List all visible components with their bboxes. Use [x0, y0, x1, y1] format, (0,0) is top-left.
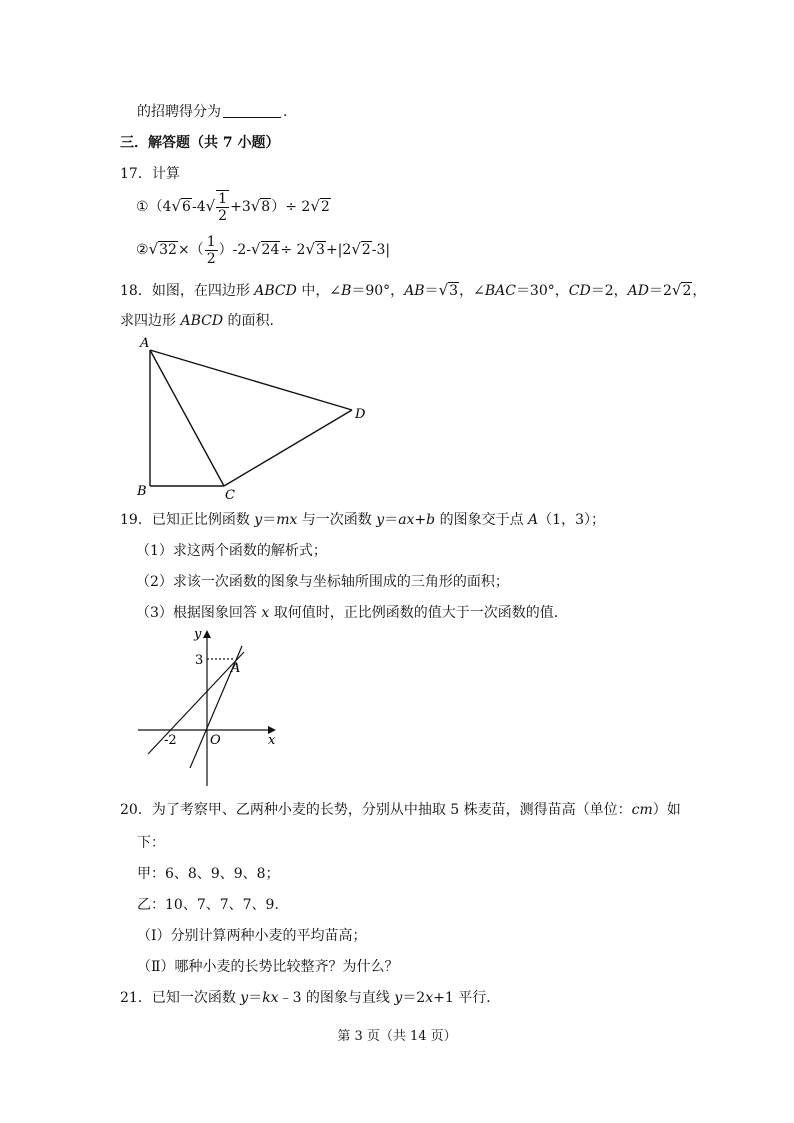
sqrt-8: √8	[250, 197, 271, 215]
fraction-half: $\frac{1}{2}$	[218, 191, 228, 224]
q20-line1: 20．为了考察甲、乙两种小麦的长势，分别从中抽取 5 株麦苗，测得苗高（单位：cm）如	[120, 802, 681, 818]
sqrt-6: √6	[171, 197, 191, 215]
quadrilateral-figure	[130, 332, 380, 504]
sqrt-2: √2	[310, 197, 330, 215]
diagonal-ac	[150, 350, 224, 486]
sqrt-3: √3	[305, 240, 325, 258]
sqrt-2b: √2	[351, 240, 371, 258]
q18-line2: 求四边形 ABCD 的面积．	[120, 313, 284, 329]
q19-line1: 19．已知正比例函数 y＝mx 与一次函数 y＝ax+b 的图象交于点 A（1，3）；	[120, 512, 605, 528]
y-axis-arrow	[203, 630, 211, 638]
axis-label-y: y	[194, 627, 202, 642]
q20-sub1: （Ⅰ）分别计算两种小麦的平均苗高；	[137, 928, 367, 944]
q17-part1: ①（4√6-4√ $\frac{1}{2}$ +3√8）÷ 2√2	[136, 188, 331, 224]
origin-label: O	[210, 733, 221, 748]
section-title: 三．解答题（共 7 小题）	[120, 135, 280, 151]
label-b: B	[137, 484, 147, 499]
q18-line1: 18．如图，在四边形 ABCD 中，∠B＝90°，AB＝√3，∠BAC＝30°，CD＝2，AD＝2√2，	[120, 281, 707, 299]
sqrt-24: √24	[250, 240, 280, 258]
q20-line2: 下：	[137, 835, 165, 851]
edge-da	[150, 350, 352, 410]
q17-title: 17．计算	[120, 166, 180, 182]
q19-sub1: （1）求这两个函数的解析式；	[136, 543, 327, 559]
label-c: C	[225, 488, 235, 503]
q20-sub2: （Ⅱ）哪种小麦的长势比较整齐？为什么？	[137, 959, 399, 975]
tick-label-neg2: -2	[164, 733, 177, 748]
q17-part2: ②√32×（ $\frac{1}{2}$ ）-2-√24÷ 2√3+|2√2-3|	[136, 231, 390, 267]
axis-label-x: x	[268, 733, 276, 748]
q21-line1: 21．已知一次函数 y＝kx﹣3 的图象与直线 y＝2x+1 平行．	[120, 990, 501, 1006]
sqrt-2-q18: √2	[671, 281, 692, 299]
q20-jia: 甲：6、8、9、9、8；	[137, 866, 280, 882]
page-footer: 第 3 页（共 14 页）	[337, 1029, 457, 1044]
edge-cd	[224, 410, 352, 486]
answer-blank	[223, 103, 281, 118]
q20-yi: 乙：10、7、7、7、9．	[137, 897, 289, 913]
fraction-half-2: $\frac{1}{2}$	[206, 233, 216, 267]
sqrt-3-q18: √3	[438, 281, 459, 299]
label-d: D	[355, 407, 366, 422]
q19-sub3: （3）根据图象回答 x 取何值时，正比例函数的值大于一次函数的值．	[136, 605, 568, 621]
point-a-label: A	[231, 661, 241, 676]
function-graph	[130, 624, 290, 790]
q19-sub2: （2）求该一次函数的图象与坐标轴所围成的三角形的面积；	[136, 574, 509, 590]
sqrt-32: √32	[148, 240, 177, 258]
q16-tail: 的招聘得分为 .	[137, 104, 288, 120]
label-a: A	[140, 336, 150, 351]
tick-label-3: 3	[195, 653, 204, 668]
